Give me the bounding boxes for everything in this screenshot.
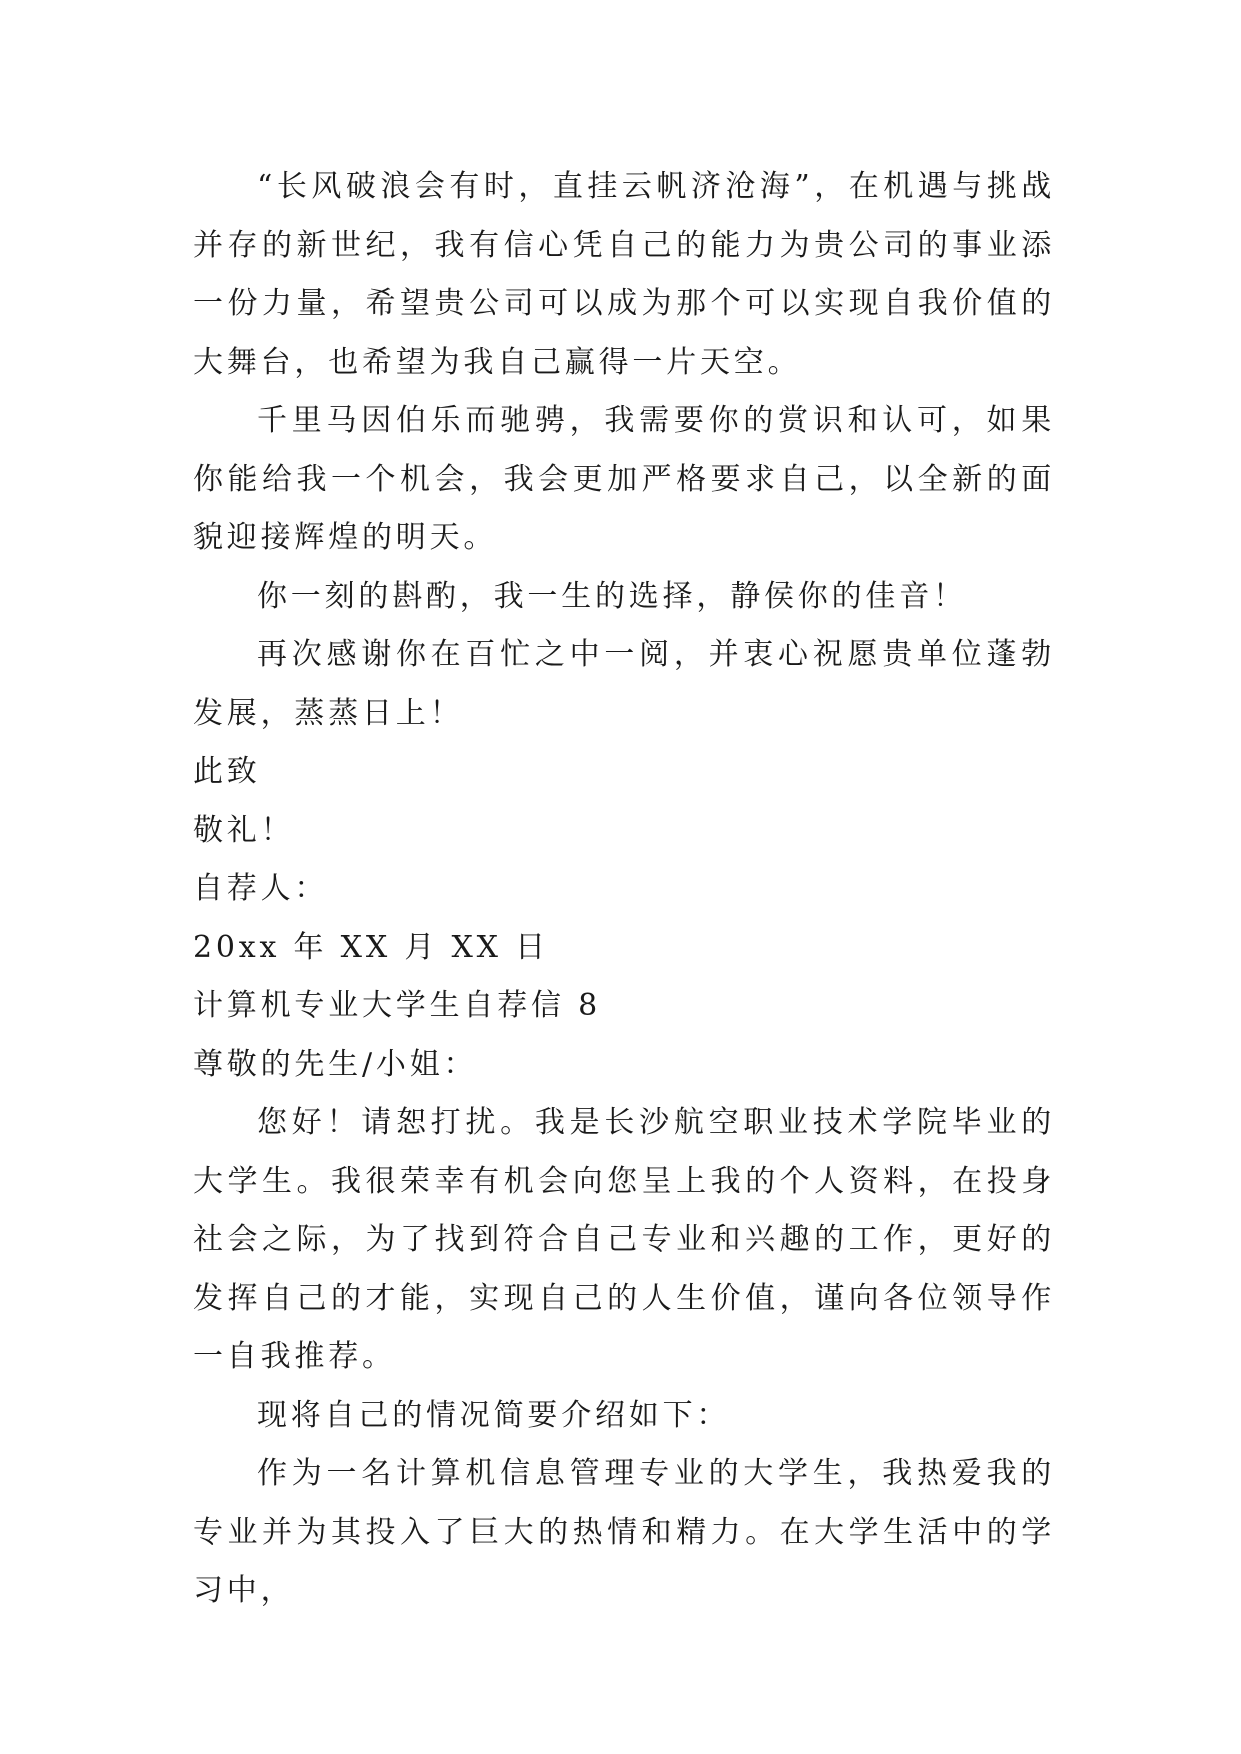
signature-label: 自荐人： <box>193 871 329 906</box>
letter-title: 计算机专业大学生自荐信 8 <box>193 988 602 1023</box>
salutation-cizhi: 此致 <box>193 754 261 789</box>
letter-greeting: 尊敬的先生/小姐： <box>193 1046 478 1082</box>
signature-date: 20xx 年 XX 月 XX 日 <box>193 929 549 965</box>
paragraph-request-opportunity: 千里马因伯乐而驰骋，我需要你的赏识和认可，如果你能给我一个机会，我会更加严格要求自己，以全新的面貌迎接辉煌的明天。 <box>193 403 1055 555</box>
paragraph-closing-motto: “长风破浪会有时，直挂云帆济沧海”，在机遇与挑战并存的新世纪，我有信心凭自己的能力为贵公司的事业添一份力量，希望贵公司可以成为那个可以实现自我价值的大舞台，也希望为我自己赢得一片天空。 <box>193 169 1055 380</box>
paragraph-await-reply: 你一刻的斟酌，我一生的选择，静侯你的佳音！ <box>257 578 967 614</box>
paragraph-thanks: 再次感谢你在百忙之中一阅，并衷心祝愿贵单位蓬勃发展，蒸蒸日上！ <box>193 637 1055 731</box>
paragraph-major: 作为一名计算机信息管理专业的大学生，我热爱我的专业并为其投入了巨大的热情和精力。在大学生活中的学习中， <box>193 1456 1055 1608</box>
salutation-jingli: 敬礼！ <box>193 812 295 848</box>
paragraph-overview: 现将自己的情况简要介绍如下： <box>257 1397 731 1433</box>
paragraph-introduction: 您好！请恕打扰。我是长沙航空职业技术学院毕业的大学生。我很荣幸有机会向您呈上我的个人资料，在投身社会之际，为了找到符合自己专业和兴趣的工作，更好的发挥自己的才能，实现自己的人生价值，谨向各位领导作一自我推荐。 <box>193 1105 1055 1374</box>
document-body <box>193 158 1055 1621</box>
